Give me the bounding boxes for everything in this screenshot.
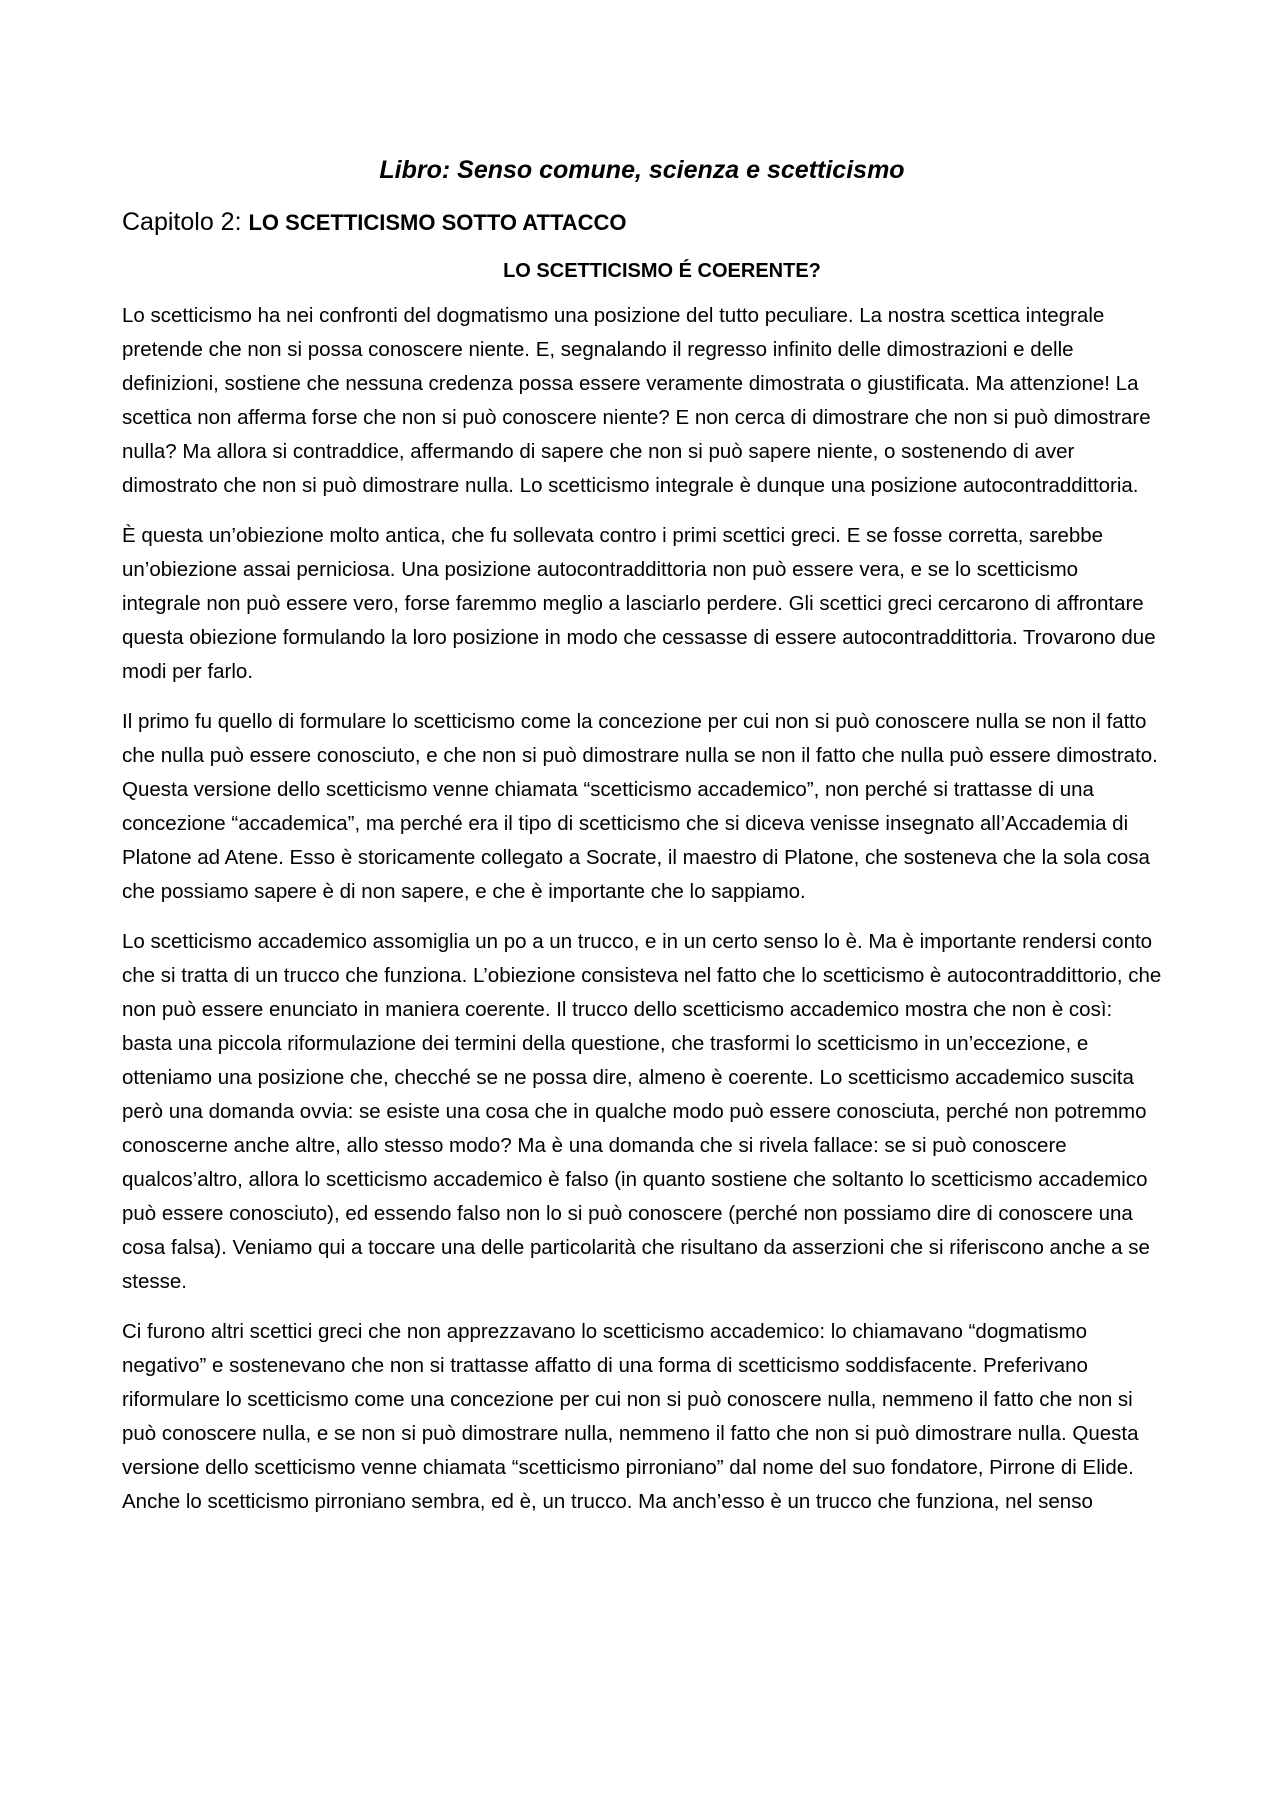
chapter-name: LO SCETTICISMO SOTTO ATTACCO (248, 210, 627, 235)
chapter-heading (122, 206, 1162, 239)
chapter-prefix: Capitolo 2: (122, 208, 242, 236)
body-paragraph: Il primo fu quello di formulare lo scetticismo come la concezione per cui non si può conoscere nulla se non il fatto che nulla può essere conosciuto, e che non si può dimostrare nulla se non il fatto che nulla può essere dimostrato. Questa versione dello scetticismo venne chiamata “scetticismo accademico”, non perché si trattasse di una concezione “accademica”, ma perché era il tipo di scetticismo che si diceva venisse insegnato all’Accademia di Platone ad Atene. Esso è storicamente collegato a Socrate, il maestro di Platone, che sosteneva che la sola cosa che possiamo sapere è di non sapere, e che è importante che lo sappiamo. (122, 710, 1158, 903)
section-heading: LO SCETTICISMO É COERENTE? (503, 260, 821, 282)
body-paragraph: Lo scetticismo ha nei confronti del dogmatismo una posizione del tutto peculiare. La nostra scettica integrale pretende che non si possa conoscere niente. E, segnalando il regresso infinito delle dimostrazioni e delle definizioni, sostiene che nessuna credenza possa essere veramente dimostrata o giustificata. Ma attenzione! La scettica non afferma forse che non si può conoscere niente? E non cerca di dimostrare che non si può dimostrare nulla? Ma allora si contraddice, affermando di sapere che non si può sapere niente, o sostenendo di aver dimostrato che non si può dimostrare nulla. Lo scetticismo integrale è dunque una posizione autocontraddittoria. (122, 304, 1151, 497)
book-title: Libro: Senso comune, scienza e scetticismo (379, 156, 905, 184)
body-paragraph: Lo scetticismo accademico assomiglia un po a un trucco, e in un certo senso lo è. Ma è importante rendersi conto che si tratta di un trucco che funziona. L’obiezione consisteva nel fatto che lo scetticismo è autocontraddittorio, che non può essere enunciato in maniera coerente. Il trucco dello scetticismo accademico mostra che non è così: basta una piccola riformulazione dei termini della questione, che trasformi lo scetticismo in un’eccezione, e otteniamo una posizione che, checché se ne possa dire, almeno è coerente. Lo scetticismo accademico suscita però una domanda ovvia: se esiste una cosa che in qualche modo può essere conosciuta, perché non potremmo conoscerne anche altre, allo stesso modo? Ma è una domanda che si rivela fallace: se si può conoscere qualcos’altro, allora lo scetticismo accademico è falso (in quanto sostiene che soltanto lo scetticismo accademico può essere conosciuto), ed essendo falso non lo si può conoscere (perché non possiamo dire di conoscere una cosa falsa). Veniamo qui a toccare una delle particolarità che risultano da asserzioni che si riferiscono anche a se stesse. (122, 930, 1162, 1293)
body-paragraph: È questa un’obiezione molto antica, che fu sollevata contro i primi scettici greci. E se fosse corretta, sarebbe un’obiezione assai perniciosa. Una posizione autocontraddittoria non può essere vera, e se lo scetticismo integrale non può essere vero, forse faremmo meglio a lasciarlo perdere. Gli scettici greci cercarono di affrontare questa obiezione formulando la loro posizione in modo che cessasse di essere autocontraddittoria. Trovarono due modi per farlo. (122, 524, 1156, 683)
body-paragraph: Ci furono altri scettici greci che non apprezzavano lo scetticismo accademico: lo chiamavano “dogmatismo negativo” e sostenevano che non si trattasse affatto di una forma di scetticismo soddisfacente. Preferivano riformulare lo scetticismo come una concezione per cui non si può conoscere nulla, nemmeno il fatto che non si può conoscere nulla, e se non si può dimostrare nulla, nemmeno il fatto che non si può dimostrare nulla. Questa versione dello scetticismo venne chiamata “scetticismo pirroniano” dal nome del suo fondatore, Pirrone di Elide. Anche lo scetticismo pirroniano sembra, ed è, un trucco. Ma anch’esso è un trucco che funziona, nel senso (122, 1320, 1139, 1513)
